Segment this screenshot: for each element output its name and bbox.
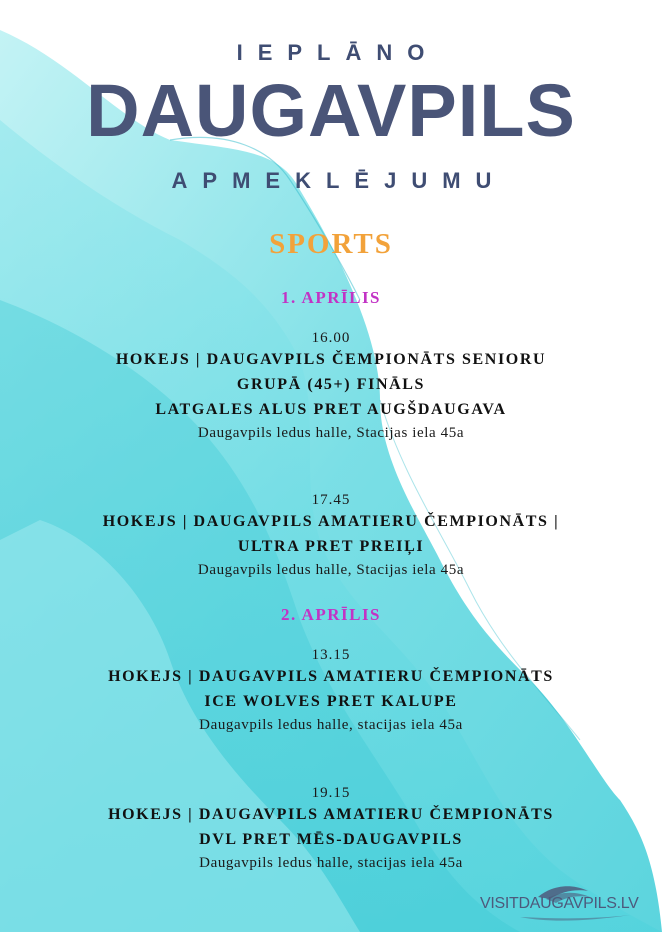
event-place: Daugavpils ledus halle, stacijas iela 45a [199,855,463,871]
event-place: Daugavpils ledus halle, Stacijas iela 45a [197,425,465,441]
event-title-line: HOKEJS | DAUGAVPILS AMATIERU ČEMPIONĀTS [108,806,554,823]
kicker-top: IEPLĀNO [236,40,440,65]
event-title-line: ICE WOLVES PRET KALUPE [204,693,458,710]
logo-text: VISITDAUGAVPILS.LV [480,895,639,912]
category-heading: SPORTS [269,228,393,260]
event-title-line: LATGALES ALUS PRET AUGŠDAUGAVA [155,401,507,418]
event-place: Daugavpils ledus halle, stacijas iela 45a [199,717,463,733]
event-title-line: HOKEJS | DAUGAVPILS AMATIERU ČEMPIONĀTS [108,668,554,685]
event-time: 16.00 [311,330,351,346]
event-title-line: HOKEJS | DAUGAVPILS ČEMPIONĀTS SENIORU [115,351,547,368]
event-title-line: GRUPĀ (45+) FINĀLS [236,376,426,393]
visit-daugavpils-logo [480,883,652,923]
event-item [0,646,662,736]
event-place: Daugavpils ledus halle, Stacijas iela 45a [197,562,465,578]
event-time: 19.15 [311,785,351,801]
date-heading-day1: 1. APRĪLIS [280,288,382,307]
date-heading-day2: 2. APRĪLIS [280,605,382,624]
city-title: DAUGAVPILS [86,69,576,152]
event-time: 17.45 [311,492,351,508]
event-title-line: DVL PRET MĒS-DAUGAVPILS [199,831,463,848]
event-time: 13.15 [311,647,351,663]
kicker-bottom: APMEKLĒJUMU [171,168,507,193]
event-item [0,784,662,874]
event-item [0,491,662,581]
event-title-line: ULTRA PRET PREIĻI [237,538,425,555]
event-title-line: HOKEJS | DAUGAVPILS AMATIERU ČEMPIONĀTS | [102,513,560,530]
event-item [0,329,662,444]
